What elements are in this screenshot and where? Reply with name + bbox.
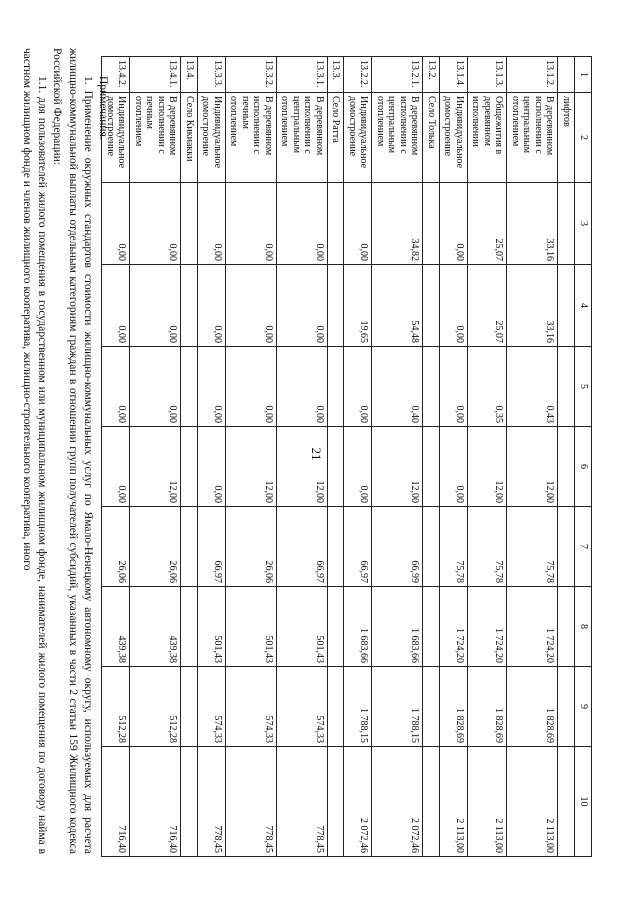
table-row: [277, 57, 328, 857]
value-cell: [558, 183, 575, 265]
value-cell: 501,43: [277, 587, 328, 667]
value-cell: 0,00: [130, 347, 181, 427]
value-cell: 574,33: [277, 667, 328, 747]
value-cell: [558, 747, 575, 857]
value-cell: [423, 587, 440, 667]
value-cell: 0,00: [130, 265, 181, 347]
value-cell: [423, 347, 440, 427]
notes-paragraph-1: 1. Применение окружных стандартов стоимости жилищно-коммунальных услуг по Ямало-Ненецкому автономному округу, используемых для расчета жилищно-коммунальной выплаты отдельным категориям граждан в отношении групп получателей субсидий, указанных в части 2 статьи 159 Жилищного кодекса Российской Федерации:: [51, 48, 94, 854]
value-cell: [423, 667, 440, 747]
value-cell: [558, 507, 575, 587]
value-cell: [423, 265, 440, 347]
table-row: [198, 57, 226, 857]
value-cell: [181, 183, 198, 265]
value-cell: [328, 347, 345, 427]
housing-type-cell: Индивидуальное домостроение: [102, 93, 130, 183]
value-cell: [328, 507, 345, 587]
header-cell: 2: [575, 93, 592, 183]
value-cell: 1 788,15: [372, 667, 423, 747]
value-cell: 0,00: [440, 347, 468, 427]
page-number: 21: [309, 447, 324, 461]
header-cell: 9: [575, 667, 592, 747]
value-cell: 1 724,20: [507, 587, 558, 667]
notes-title: Примечания.: [97, 76, 109, 140]
housing-type-cell: В деревянном исполнении с печным отоплением: [226, 93, 277, 183]
value-cell: 33,16: [507, 183, 558, 265]
value-cell: 2 113,00: [468, 747, 508, 857]
value-cell: [423, 427, 440, 507]
value-cell: [181, 747, 198, 857]
value-cell: 1 828,69: [440, 667, 468, 747]
value-cell: 0,00: [344, 347, 372, 427]
housing-type-cell: Индивидуальное домостроение: [344, 93, 372, 183]
value-cell: 574,33: [226, 667, 277, 747]
header-cell: 1: [575, 57, 592, 93]
notes-block: [19, 48, 110, 854]
value-cell: 439,38: [102, 587, 130, 667]
value-cell: 1 788,15: [344, 667, 372, 747]
value-cell: [558, 587, 575, 667]
table-row: [344, 57, 372, 857]
table-body: [102, 57, 592, 857]
value-cell: [181, 347, 198, 427]
value-cell: 0,00: [226, 183, 277, 265]
value-cell: 0,40: [372, 347, 423, 427]
row-number-cell: 13.3.2.: [226, 57, 277, 93]
value-cell: 75,78: [440, 507, 468, 587]
value-cell: 501,43: [198, 587, 226, 667]
value-cell: 0,43: [507, 347, 558, 427]
header-cell: 6: [575, 427, 592, 507]
value-cell: 66,97: [344, 507, 372, 587]
value-cell: 12,00: [372, 427, 423, 507]
value-cell: 0,00: [344, 183, 372, 265]
rotated-page-content: [0, 20, 600, 870]
row-number-cell: 13.1.3.: [468, 57, 508, 93]
value-cell: [328, 183, 345, 265]
value-cell: 0,00: [226, 265, 277, 347]
value-cell: 26,06: [130, 507, 181, 587]
value-cell: 0,00: [102, 347, 130, 427]
housing-type-cell: Общежития в деревянном исполнении: [468, 93, 508, 183]
housing-type-cell: Индивидуальное домостроение: [440, 93, 468, 183]
housing-type-cell: Индивидуальное домостроение: [198, 93, 226, 183]
value-cell: 12,00: [130, 427, 181, 507]
table-row: [423, 57, 440, 857]
value-cell: 1 724,20: [440, 587, 468, 667]
header-cell: 8: [575, 587, 592, 667]
value-cell: [181, 427, 198, 507]
value-cell: 33,16: [507, 265, 558, 347]
header-cell: 10: [575, 747, 592, 857]
value-cell: 2 072,46: [372, 747, 423, 857]
value-cell: [181, 667, 198, 747]
value-cell: 0,00: [440, 183, 468, 265]
value-cell: 0,00: [130, 183, 181, 265]
value-cell: 1 724,20: [468, 587, 508, 667]
table-row: [181, 57, 198, 857]
housing-type-cell: В деревянном исполнении с печным отоплением: [130, 93, 181, 183]
value-cell: 778,45: [226, 747, 277, 857]
settlement-name-cell: Село Кикиакки: [181, 93, 198, 183]
value-cell: [328, 427, 345, 507]
table-header-row: [575, 57, 592, 857]
value-cell: 66,99: [372, 507, 423, 587]
row-number-cell: 13.3.3.: [198, 57, 226, 93]
value-cell: 0,00: [102, 427, 130, 507]
standards-table: [102, 56, 593, 857]
row-number-cell: 13.2.: [423, 57, 440, 93]
value-cell: 0,00: [277, 265, 328, 347]
value-cell: 0,00: [344, 427, 372, 507]
settlement-name-cell: Село Толька: [423, 93, 440, 183]
value-cell: 2 113,00: [440, 747, 468, 857]
value-cell: 0,00: [198, 427, 226, 507]
value-cell: 1 683,66: [372, 587, 423, 667]
header-cell: 7: [575, 507, 592, 587]
value-cell: 1 828,69: [507, 667, 558, 747]
value-cell: 716,40: [130, 747, 181, 857]
value-cell: 0,00: [440, 265, 468, 347]
table-row: [440, 57, 468, 857]
value-cell: 0,00: [102, 183, 130, 265]
table-row: [558, 57, 575, 857]
value-cell: [558, 667, 575, 747]
value-cell: 0,00: [277, 183, 328, 265]
table-row: [226, 57, 277, 857]
value-cell: 2 113,00: [507, 747, 558, 857]
value-cell: 1 828,69: [468, 667, 508, 747]
row-number-cell: 13.1.4.: [440, 57, 468, 93]
settlement-name-cell: Село Ратта: [328, 93, 345, 183]
value-cell: 75,78: [468, 507, 508, 587]
housing-type-cell: В деревянном исполнении с центральным отоплением: [507, 93, 558, 183]
value-cell: 0,00: [277, 347, 328, 427]
housing-type-cell: лифтов: [558, 93, 575, 183]
housing-type-cell: В деревянном исполнении с центральным отоплением: [372, 93, 423, 183]
table-row: [328, 57, 345, 857]
value-cell: 716,40: [102, 747, 130, 857]
value-cell: [328, 747, 345, 857]
value-cell: 54,48: [372, 265, 423, 347]
row-number-cell: 13.2.2.: [344, 57, 372, 93]
value-cell: 25,07: [468, 265, 508, 347]
notes-paragraph-2: 1.1. для пользователей жилого помещения в государственном или муниципальном жилищном фонде, нанимателей жилого помещения по договору найма в частном жилищном фонде и членов жилищного кооператива, жилищно-строительного кооператива, иного: [21, 48, 49, 854]
row-number-cell: 13.3.1.: [277, 57, 328, 93]
value-cell: 778,45: [277, 747, 328, 857]
value-cell: 0,00: [198, 183, 226, 265]
value-cell: [423, 183, 440, 265]
value-cell: [423, 507, 440, 587]
value-cell: 0,35: [468, 347, 508, 427]
value-cell: [328, 265, 345, 347]
value-cell: [558, 347, 575, 427]
value-cell: 439,38: [130, 587, 181, 667]
value-cell: [328, 667, 345, 747]
header-cell: 4: [575, 265, 592, 347]
table-row: [468, 57, 508, 857]
value-cell: 26,06: [102, 507, 130, 587]
value-cell: 12,00: [468, 427, 508, 507]
table-row: [130, 57, 181, 857]
value-cell: [181, 265, 198, 347]
table-row: [372, 57, 423, 857]
value-cell: 19,65: [344, 265, 372, 347]
value-cell: 25,07: [468, 183, 508, 265]
value-cell: 66,97: [198, 507, 226, 587]
value-cell: 2 072,46: [344, 747, 372, 857]
value-cell: 12,00: [507, 427, 558, 507]
value-cell: 0,00: [226, 347, 277, 427]
value-cell: 0,00: [102, 265, 130, 347]
row-number-cell: 13.4.2.: [102, 57, 130, 93]
value-cell: 12,00: [226, 427, 277, 507]
value-cell: 512,28: [102, 667, 130, 747]
row-number-cell: 13.1.2.: [507, 57, 558, 93]
header-cell: 3: [575, 183, 592, 265]
row-number-cell: 13.2.1.: [372, 57, 423, 93]
row-number-cell: 13.4.: [181, 57, 198, 93]
value-cell: [558, 265, 575, 347]
row-number-cell: [558, 57, 575, 93]
value-cell: 0,00: [440, 427, 468, 507]
value-cell: 1 683,66: [344, 587, 372, 667]
value-cell: 501,43: [226, 587, 277, 667]
row-number-cell: 13.4.1.: [130, 57, 181, 93]
value-cell: 778,45: [198, 747, 226, 857]
value-cell: [181, 587, 198, 667]
value-cell: 512,28: [130, 667, 181, 747]
value-cell: 75,78: [507, 507, 558, 587]
value-cell: 34,82: [372, 183, 423, 265]
value-cell: [328, 587, 345, 667]
value-cell: [423, 747, 440, 857]
value-cell: [181, 507, 198, 587]
row-number-cell: 13.3.: [328, 57, 345, 93]
value-cell: 0,00: [198, 347, 226, 427]
table-row: [507, 57, 558, 857]
value-cell: 66,97: [277, 507, 328, 587]
value-cell: 0,00: [198, 265, 226, 347]
housing-type-cell: В деревянном исполнении с центральным отоплением: [277, 93, 328, 183]
header-cell: 5: [575, 347, 592, 427]
value-cell: 12,00: [277, 427, 328, 507]
value-cell: [558, 427, 575, 507]
value-cell: 26,06: [226, 507, 277, 587]
value-cell: 574,33: [198, 667, 226, 747]
